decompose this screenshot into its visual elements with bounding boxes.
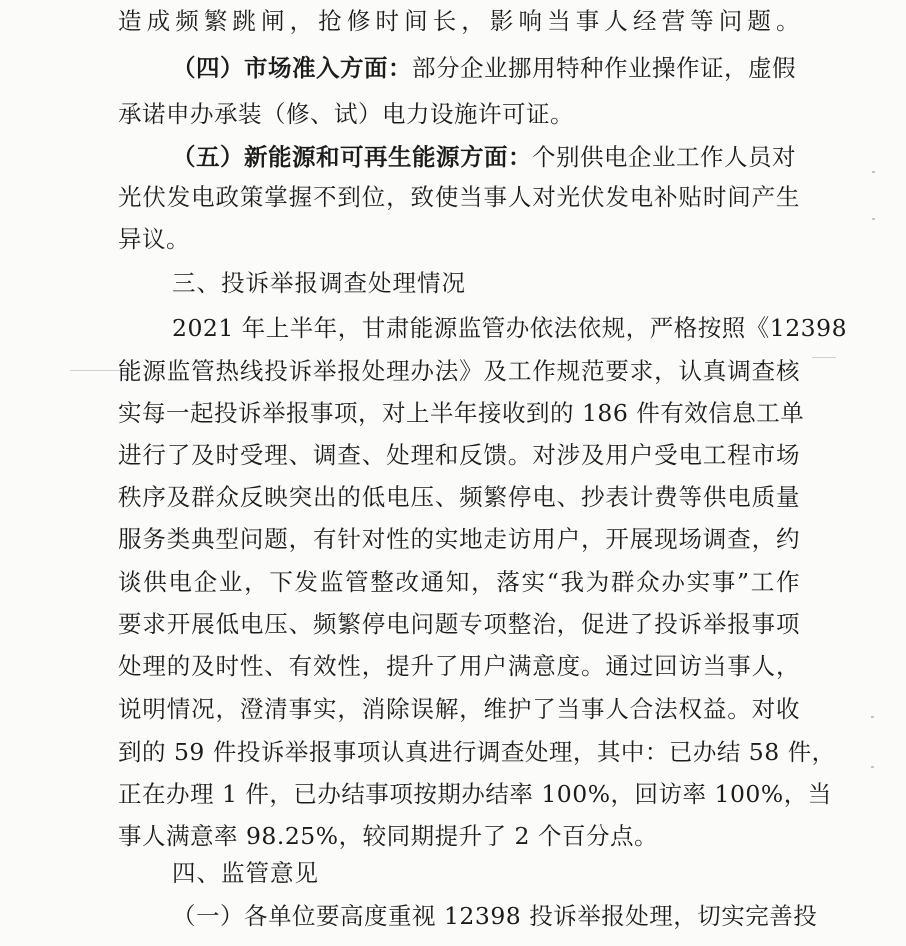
body-line: 实每一起投诉举报事项，对上半年接收到的 186 件有效信息工单: [118, 399, 805, 427]
scan-speck: [871, 716, 874, 718]
body-line: 说明情况，澄清事实，消除误解，维护了当事人合法权益。对收: [118, 695, 800, 723]
body-line: 要求开展低电压、频繁停电问题专项整治，促进了投诉举报事项: [118, 610, 800, 638]
paragraph-renewable-line1: [172, 136, 800, 178]
body-line: 谈供电企业，下发监管整改通知，落实“我为群众办实事”工作: [118, 568, 800, 596]
scan-speck: [871, 766, 874, 768]
body-line: 正在办理 1 件，已办结事项按期办结率 100%，回访率 100%，当: [118, 780, 832, 808]
paragraph-market-access-heading: （四）市场准入方面：: [172, 54, 412, 82]
body-line: 异议。: [118, 225, 190, 253]
scan-speck: [872, 171, 875, 173]
body-line: （一）各单位要高度重视 12398 投诉举报处理，切实完善投: [172, 902, 818, 930]
body-line: 进行了及时受理、调查、处理和反馈。对涉及用户受电工程市场: [118, 441, 800, 469]
body-line: 处理的及时性、有效性，提升了用户满意度。通过回访当事人，: [118, 652, 800, 680]
scan-speck: [872, 218, 875, 220]
body-line: 2021 年上半年，甘肃能源监管办依法依规，严格按照《12398: [172, 314, 848, 342]
paragraph-renewable-heading: （五）新能源和可再生能源方面：: [172, 143, 532, 171]
body-line: 能源监管热线投诉举报处理办法》及工作规范要求，认真调查核: [118, 357, 800, 385]
body-line: 到的 59 件投诉举报事项认真进行调查处理，其中：已办结 58 件，: [118, 738, 836, 766]
body-line: 承诺申办承装（修、试）电力设施许可证。: [118, 100, 574, 128]
paragraph-market-access-text: 部分企业挪用特种作业操作证，虚假: [412, 54, 796, 82]
paragraph-renewable-text: 个别供电企业工作人员对: [532, 143, 796, 171]
section-heading-complaint-handling: 三、投诉举报调查处理情况: [172, 269, 466, 297]
paragraph-market-access-line1: [172, 47, 800, 89]
body-line: 造成频繁跳闸，抢修时间长，影响当事人经营等问题。: [118, 7, 800, 35]
section-heading-regulatory-opinions: 四、监管意见: [172, 859, 319, 887]
body-line: 秩序及群众反映突出的低电压、频繁停电、抄表计费等供电质量: [118, 483, 800, 511]
body-line: 光伏发电政策掌握不到位，致使当事人对光伏发电补贴时间产生: [118, 183, 800, 211]
body-line: 事人满意率 98.25%，较同期提升了 2 个百分点。: [118, 822, 658, 850]
scan-artifact-right: [812, 357, 836, 358]
body-line: 服务类典型问题，有针对性的实地走访用户，开展现场调查，约: [118, 525, 800, 553]
